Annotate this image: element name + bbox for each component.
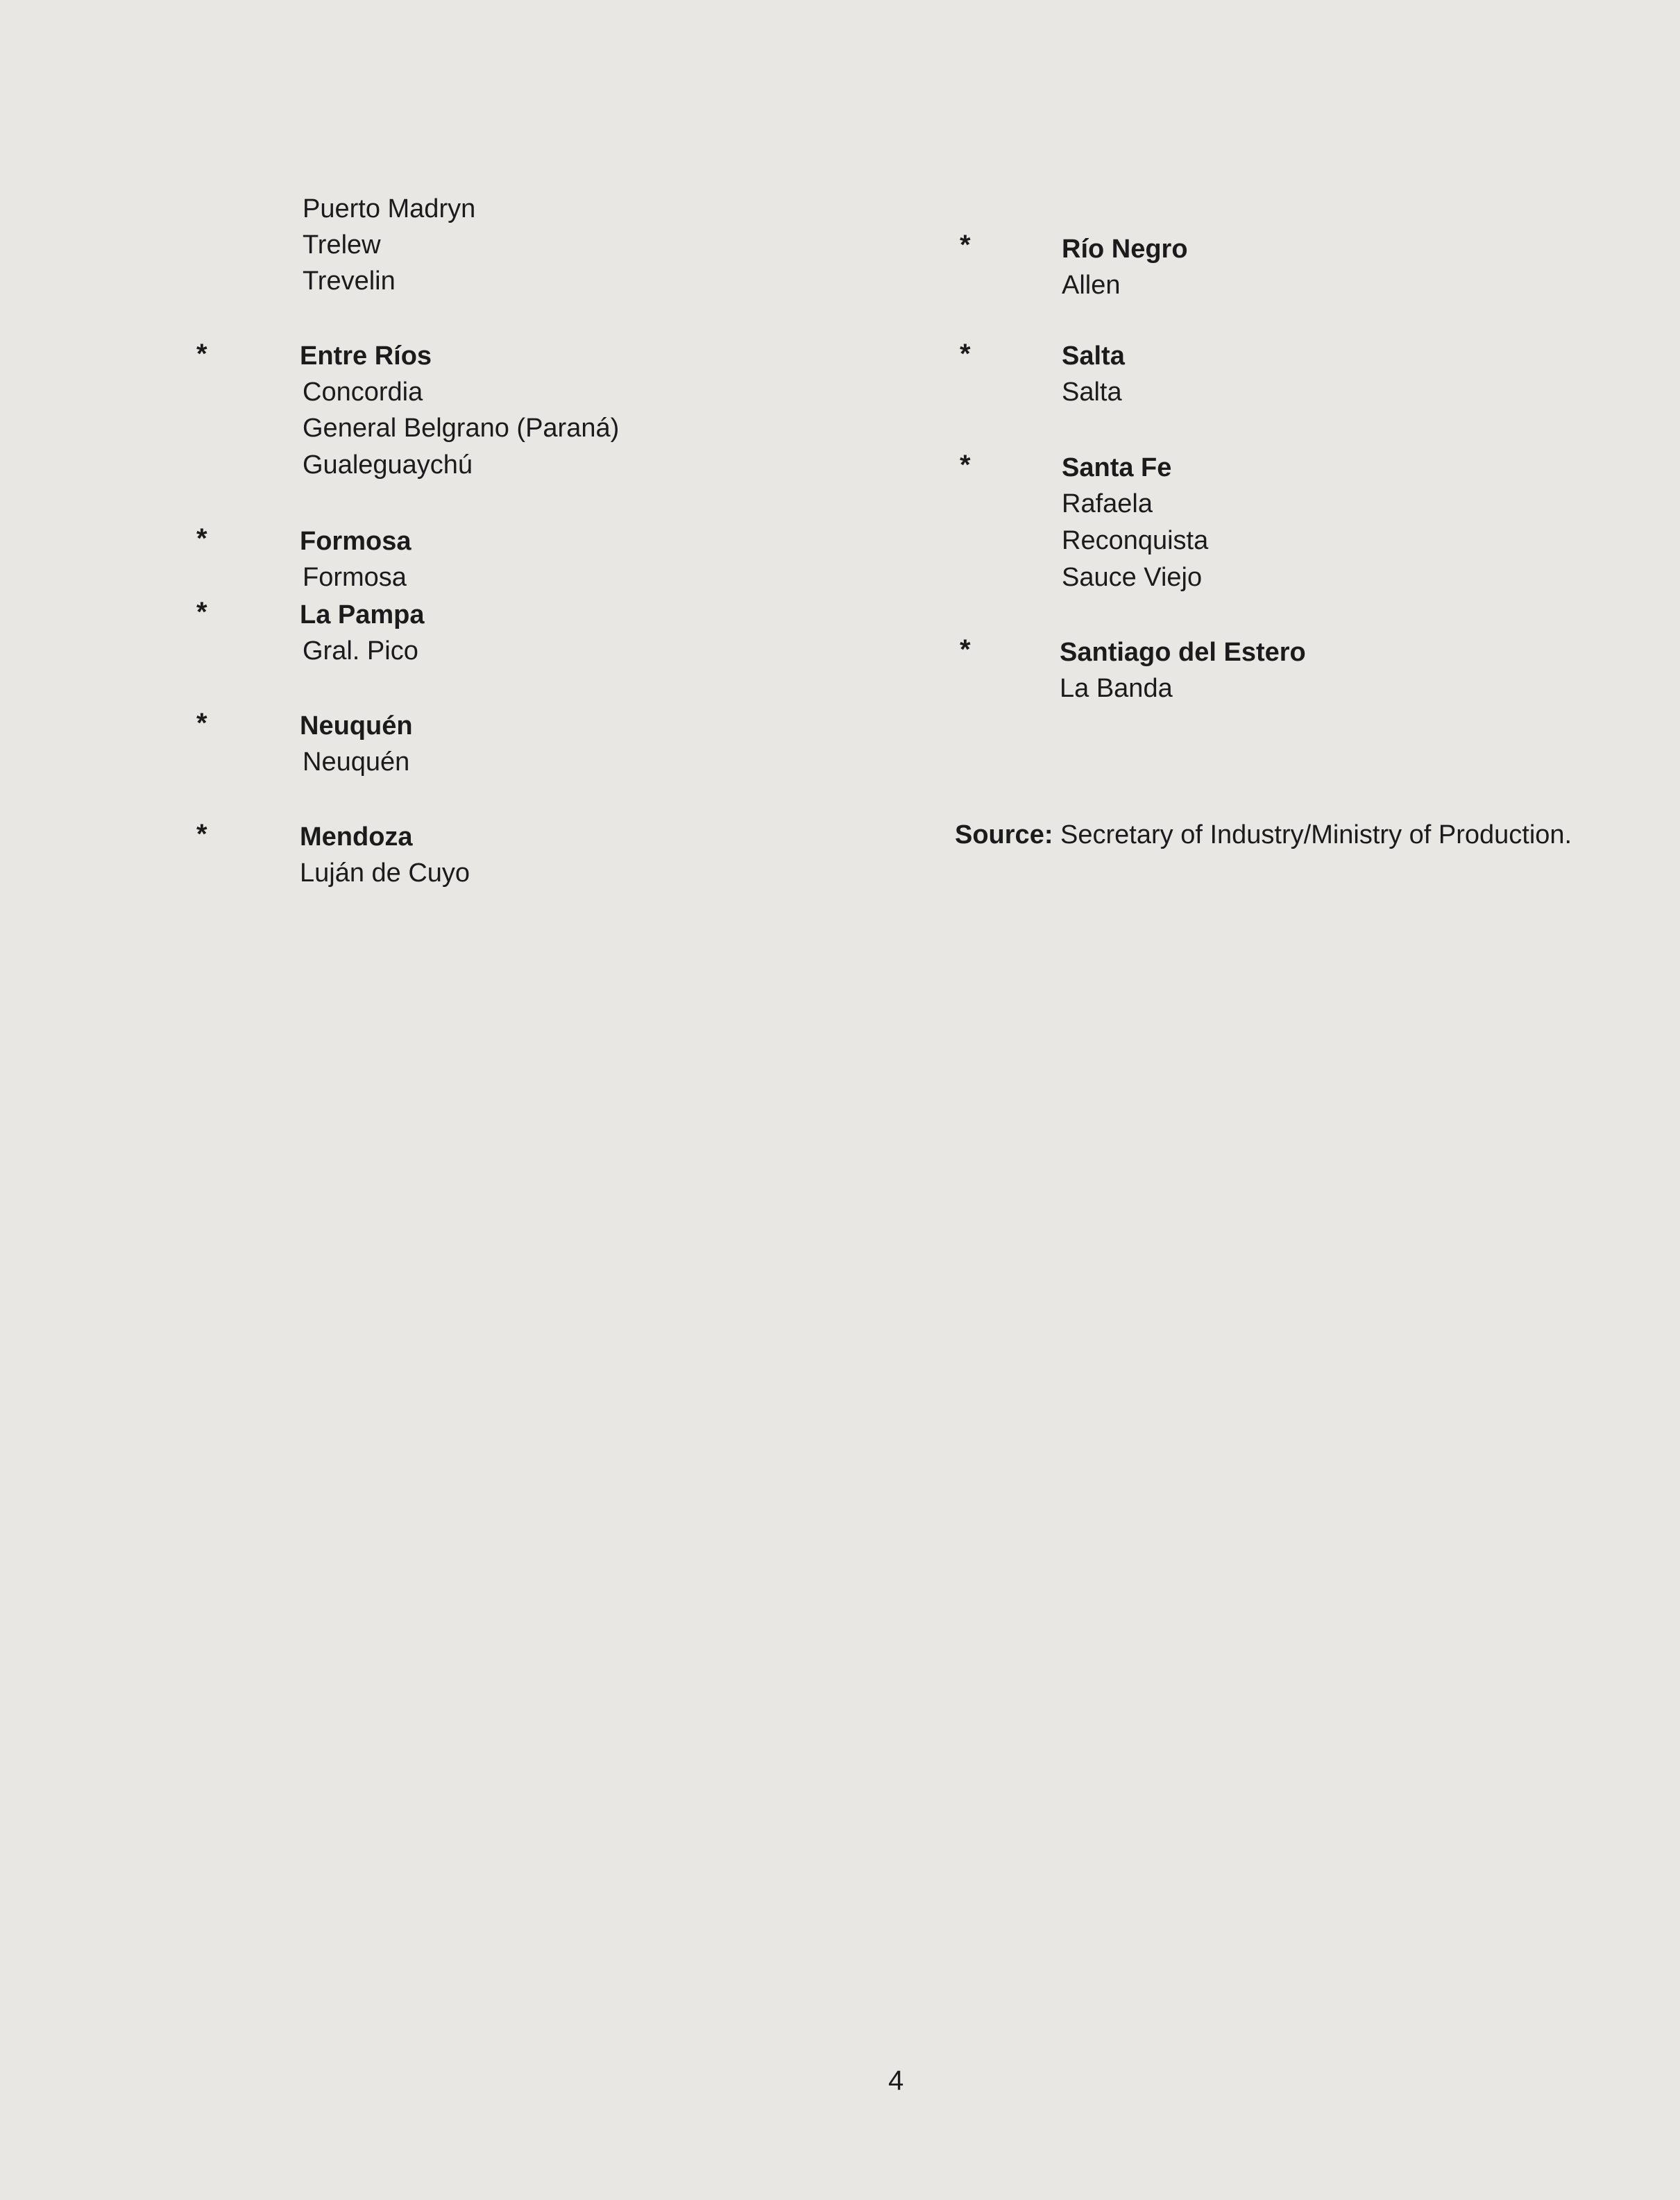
city-name: La Banda (1060, 674, 1173, 703)
city-name: Sauce Viejo (1062, 563, 1203, 592)
bullet-asterisk: * (960, 634, 971, 665)
city-name: Trevelin (303, 266, 396, 296)
bullet-asterisk: * (196, 597, 207, 627)
province-name: Neuquén (300, 711, 413, 741)
source-text: Secretary of Industry/Ministry of Production. (1053, 820, 1572, 849)
province-name: La Pampa (300, 600, 425, 629)
city-name: Reconquista (1062, 526, 1209, 555)
city-name: Rafaela (1062, 489, 1153, 518)
province-name: Formosa (300, 527, 411, 556)
city-name: Luján de Cuyo (300, 858, 470, 888)
bullet-asterisk: * (960, 339, 971, 369)
source-label: Source: (955, 820, 1053, 849)
province-name: Salta (1062, 341, 1125, 371)
province-name: Santa Fe (1062, 453, 1172, 482)
province-name: Río Negro (1062, 235, 1188, 264)
bullet-asterisk: * (196, 708, 207, 738)
province-name: Mendoza (300, 822, 413, 852)
city-name: Puerto Madryn (303, 194, 476, 223)
page-number: 4 (888, 2065, 904, 2096)
bullet-asterisk: * (196, 523, 207, 554)
bullet-asterisk: * (196, 819, 207, 849)
city-name: Concordia (303, 378, 423, 407)
province-name: Santiago del Estero (1060, 638, 1306, 667)
bullet-asterisk: * (960, 450, 971, 480)
city-name: Trelew (303, 230, 381, 260)
city-name: Formosa (303, 563, 407, 592)
city-name: General Belgrano (Paraná) (303, 414, 620, 443)
city-name: Allen (1062, 271, 1121, 300)
city-name: Gualeguaychú (303, 450, 473, 480)
city-name: Salta (1062, 378, 1122, 407)
bullet-asterisk: * (960, 230, 971, 260)
city-name: Gral. Pico (303, 636, 418, 666)
city-name: Neuquén (303, 747, 410, 777)
source-note (955, 816, 1579, 854)
province-name: Entre Ríos (300, 341, 432, 371)
bullet-asterisk: * (196, 339, 207, 369)
